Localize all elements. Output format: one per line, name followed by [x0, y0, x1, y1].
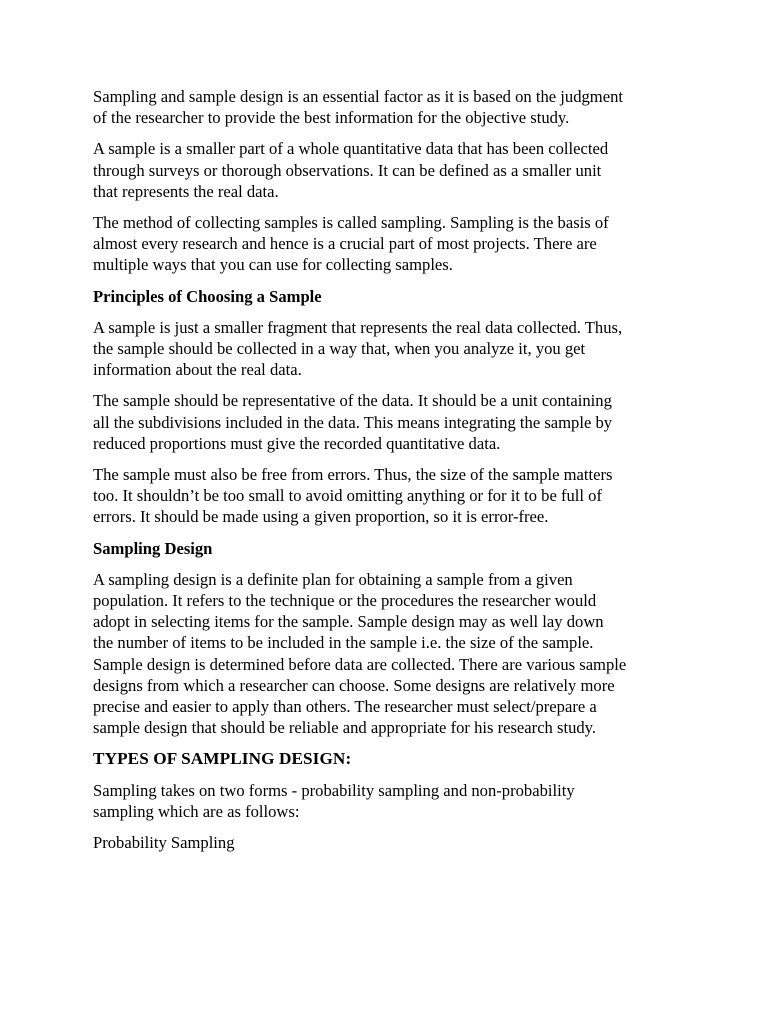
probability-sampling-label: Probability Sampling [93, 833, 235, 853]
principles-paragraph-1: A sample is just a smaller fragment that represents the real data collected. Thus, the sample should be collected in a way that, when you analyze it, you get information about the real data. [93, 317, 623, 380]
principles-heading: Principles of Choosing a Sample [93, 286, 322, 306]
sampling-method-paragraph: The method of collecting samples is called sampling. Sampling is the basis of almost every research and hence is a crucial part of most projects. There are multiple ways that you can use for collecting samples. [93, 213, 609, 275]
sampling-design-heading: Sampling Design [93, 538, 213, 558]
sampling-design-paragraph: A sampling design is a definite plan for obtaining a sample from a given population. It refers to the technique or the procedures the researcher would adopt in selecting items for the sample. Sample design may as well lay down the number of items to be included in the sample i.e. the size of the sample. Sample design is determined before data are collected. There are various sample designs from which a researcher can choose. Some designs are relatively more precise and easier to apply than others. The researcher must select/prepare a sample design that should be reliable and appropriate for his research study. [93, 569, 627, 738]
types-heading: TYPES OF SAMPLING DESIGN: [93, 749, 352, 769]
types-paragraph: Sampling takes on two forms - probability sampling and non-probability sampling which are as follows: [93, 780, 575, 821]
intro-paragraph: Sampling and sample design is an essential factor as it is based on the judgment of the researcher to provide the best information for the objective study. [93, 87, 623, 128]
principles-paragraph-2: The sample should be representative of the data. It should be a unit containing all the subdivisions included in the data. This means integrating the sample by reduced proportions must give the recorded quantitative data. [93, 391, 613, 453]
sample-definition-paragraph: A sample is a smaller part of a whole quantitative data that has been collected through surveys or thorough observations. It can be defined as a smaller unit that represents the real data. [93, 139, 609, 201]
principles-paragraph-3: The sample must also be free from errors. Thus, the size of the sample matters too. It shouldn’t be too small to avoid omitting anything or for it to be full of errors. It should be made using a given proportion, so it is error-free. [93, 465, 613, 527]
